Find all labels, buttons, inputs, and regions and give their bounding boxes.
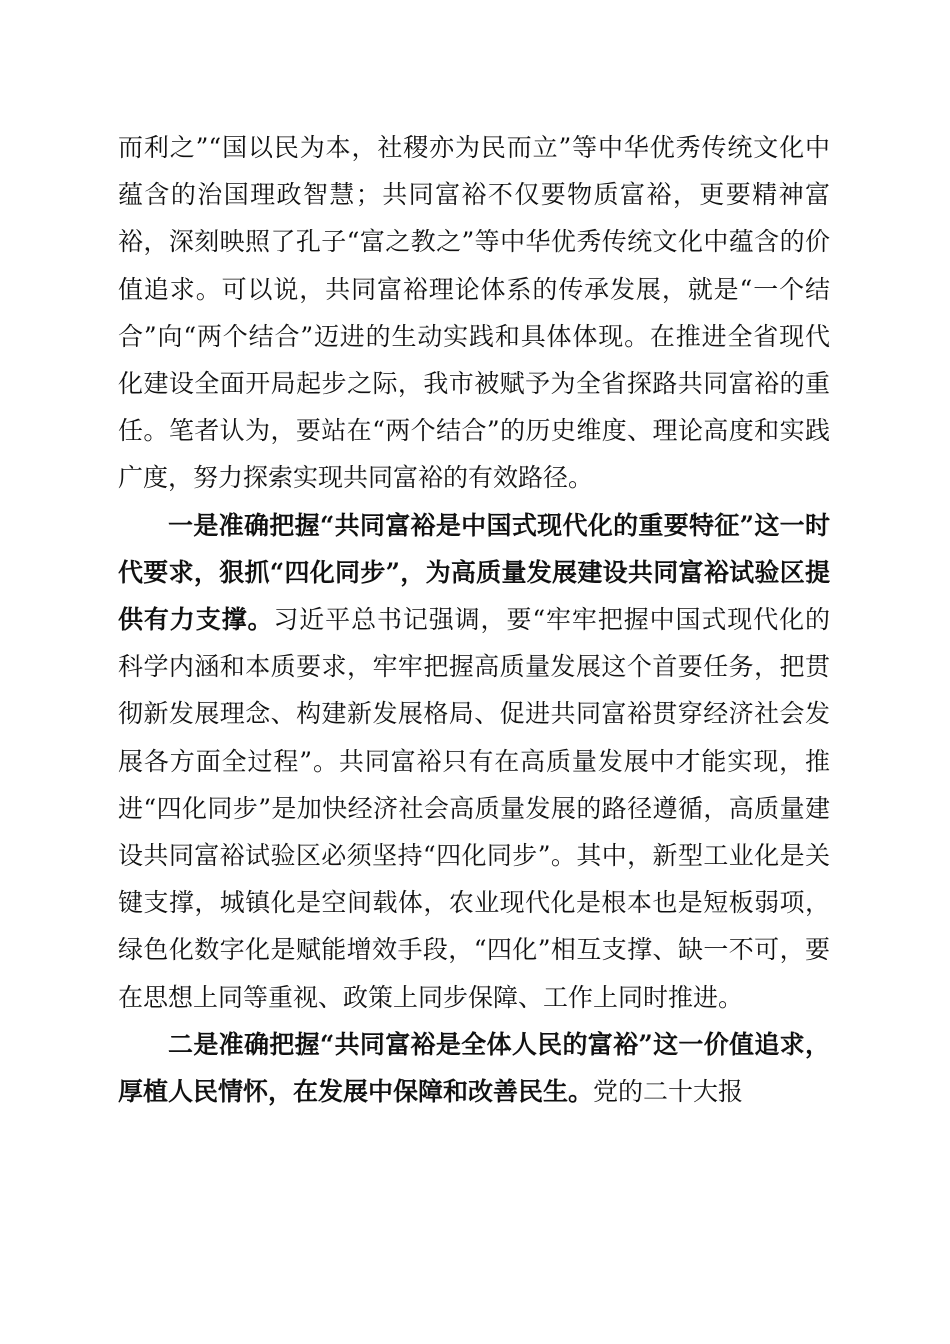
paragraph-point-two xyxy=(118,1021,830,1115)
paragraph-point-one xyxy=(118,502,830,1021)
point-two-text: 党的二十大报 xyxy=(593,1077,744,1107)
point-two-heading: 二是准确把握“共同富裕是全体人民的富裕”这一价值追求，厚植人民情怀，在发展中保障和改善民生。 xyxy=(118,1029,830,1107)
article-body xyxy=(118,124,830,1115)
paragraph-1-text: 而利之”“国以民为本，社稷亦为民而立”等中华优秀传统文化中蕴含的治国理政智慧；共同富裕不仅要物质富裕，更要精神富裕，深刻映照了孔子“富之教之”等中华优秀传统文化中蕴含的价值追求。可以说，共同富裕理论体系的传承发展，就是“一个结合”向“两个结合”迈进的生动实践和具体体现。在推进全省现代化建设全面开局起步之际，我市被赋予为全省探路共同富裕的重任。笔者认为，要站在“两个结合”的历史维度、理论高度和实践广度，努力探索实现共同富裕的有效路径。 xyxy=(118,133,830,493)
point-one-heading: 一是准确把握“共同富裕是中国式现代化的重要特征”这一时代要求，狠抓“四化同步”，为高质量发展建设共同富裕试验区提供有力支撑。 xyxy=(118,510,830,635)
point-one-text: 习近平总书记强调，要“牢牢把握中国式现代化的科学内涵和本质要求，牢牢把握高质量发展这个首要任务，把贯彻新发展理念、构建新发展格局、促进共同富裕贯穿经济社会发展各方面全过程”。共同富裕只有在高质量发展中才能实现，推进“四化同步”是加快经济社会高质量发展的路径遵循，高质量建设共同富裕试验区必须坚持“四化同步”。其中，新型工业化是关键支撑，城镇化是空间载体，农业现代化是根本也是短板弱项，绿色化数字化是赋能增效手段，“四化”相互支撑、缺一不可，要在思想上同等重视、政策上同步保障、工作上同时推进。 xyxy=(118,605,830,1012)
paragraph-continuation xyxy=(118,124,830,502)
